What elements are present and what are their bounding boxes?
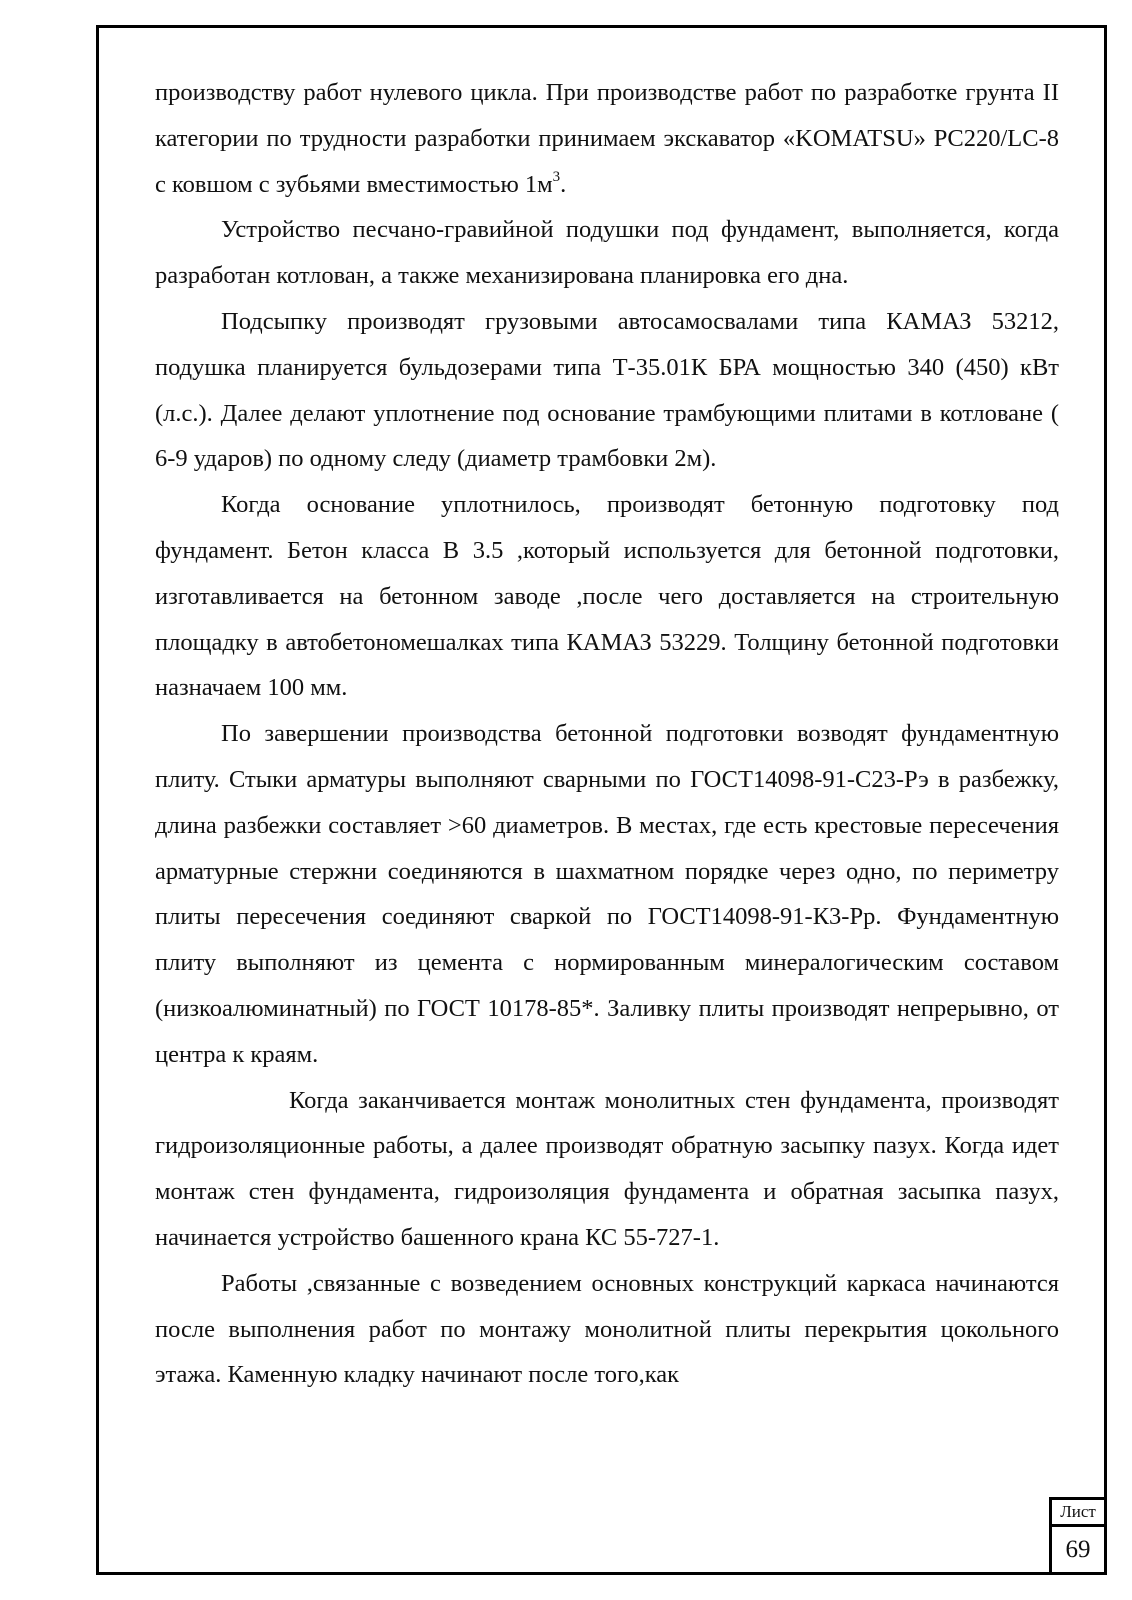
document-body [155, 70, 1059, 1398]
paragraph-6: Когда заканчивается монтаж монолитных стен фундамента, производят гидроизоляционные работы, а далее производят обратную засыпку пазух. Когда идет монтаж стен фундамента, гидроизоляция фундамента и обратная засыпка пазух, начинается устройство башенного крана КС 55-727-1. [155, 1086, 1059, 1251]
paragraph-2: Устройство песчано-гравийной подушки под фундамент, выполняется, когда разработан котлован, а также механизирована планировка его дна. [155, 216, 1059, 290]
paragraph-5: По завершении производства бетонной подготовки возводят фундаментную плиту. Стыки арматуры выполняют сварными по ГОСТ14098-91-С23-Рэ в разбежку, длина разбежки составляет >60 диаметров. В местах, где есть крестовые пересечения арматурные стержни соединяются в шахматном порядке через одно, по периметру плиты пересечения соединяют сваркой по ГОСТ14098-91-К3-Рр. Фундаментную плиту выполняют из цемента с нормированным минералогическим составом (низкоалюминатный) по ГОСТ 10178-85*. Заливку плиты производят непрерывно, от центра к краям. [155, 720, 1059, 1068]
sheet-stamp [1049, 1497, 1104, 1574]
page-number: 69 [1065, 1536, 1091, 1563]
paragraph-1: производству работ нулевого цикла. При производстве работ по разработке грунта II категории по трудности разработки принимаем экскаватор «KOMATSU» PC220/LC-8 с ковшом с зубьями вместимостью $1м^3$. [155, 79, 1059, 198]
superscript: 3 [552, 168, 561, 185]
paragraph-4: Когда основание уплотнилось, производят бетонную подготовку под фундамент. Бетон класса В 3.5 ,который используется для бетонной подготовки, изготавливается на бетонном заводе ,после чего доставляется на строительную площадку в автобетономешалках типа КАМАЗ 53229. Толщину бетонной подготовки назначаем 100 мм. [155, 491, 1059, 702]
paragraph-7: Работы ,связанные с возведением основных конструкций каркаса начинаются после выполнения работ по монтажу монолитной плиты перекрытия цокольного этажа. Каменную кладку начинают после того,как [155, 1269, 1059, 1389]
paragraph-3: Подсыпку производят грузовыми автосамосвалами типа КАМАЗ 53212, подушка планируется бульдозерами типа Т-35.01К БРА мощностью 340 (450) кВт (л.с.). Далее делают уплотнение под основание трамбующими плитами в котловане ( 6-9 ударов) по одному следу (диаметр трамбовки 2м). [155, 307, 1059, 473]
sheet-label: Лист [1052, 1500, 1104, 1527]
